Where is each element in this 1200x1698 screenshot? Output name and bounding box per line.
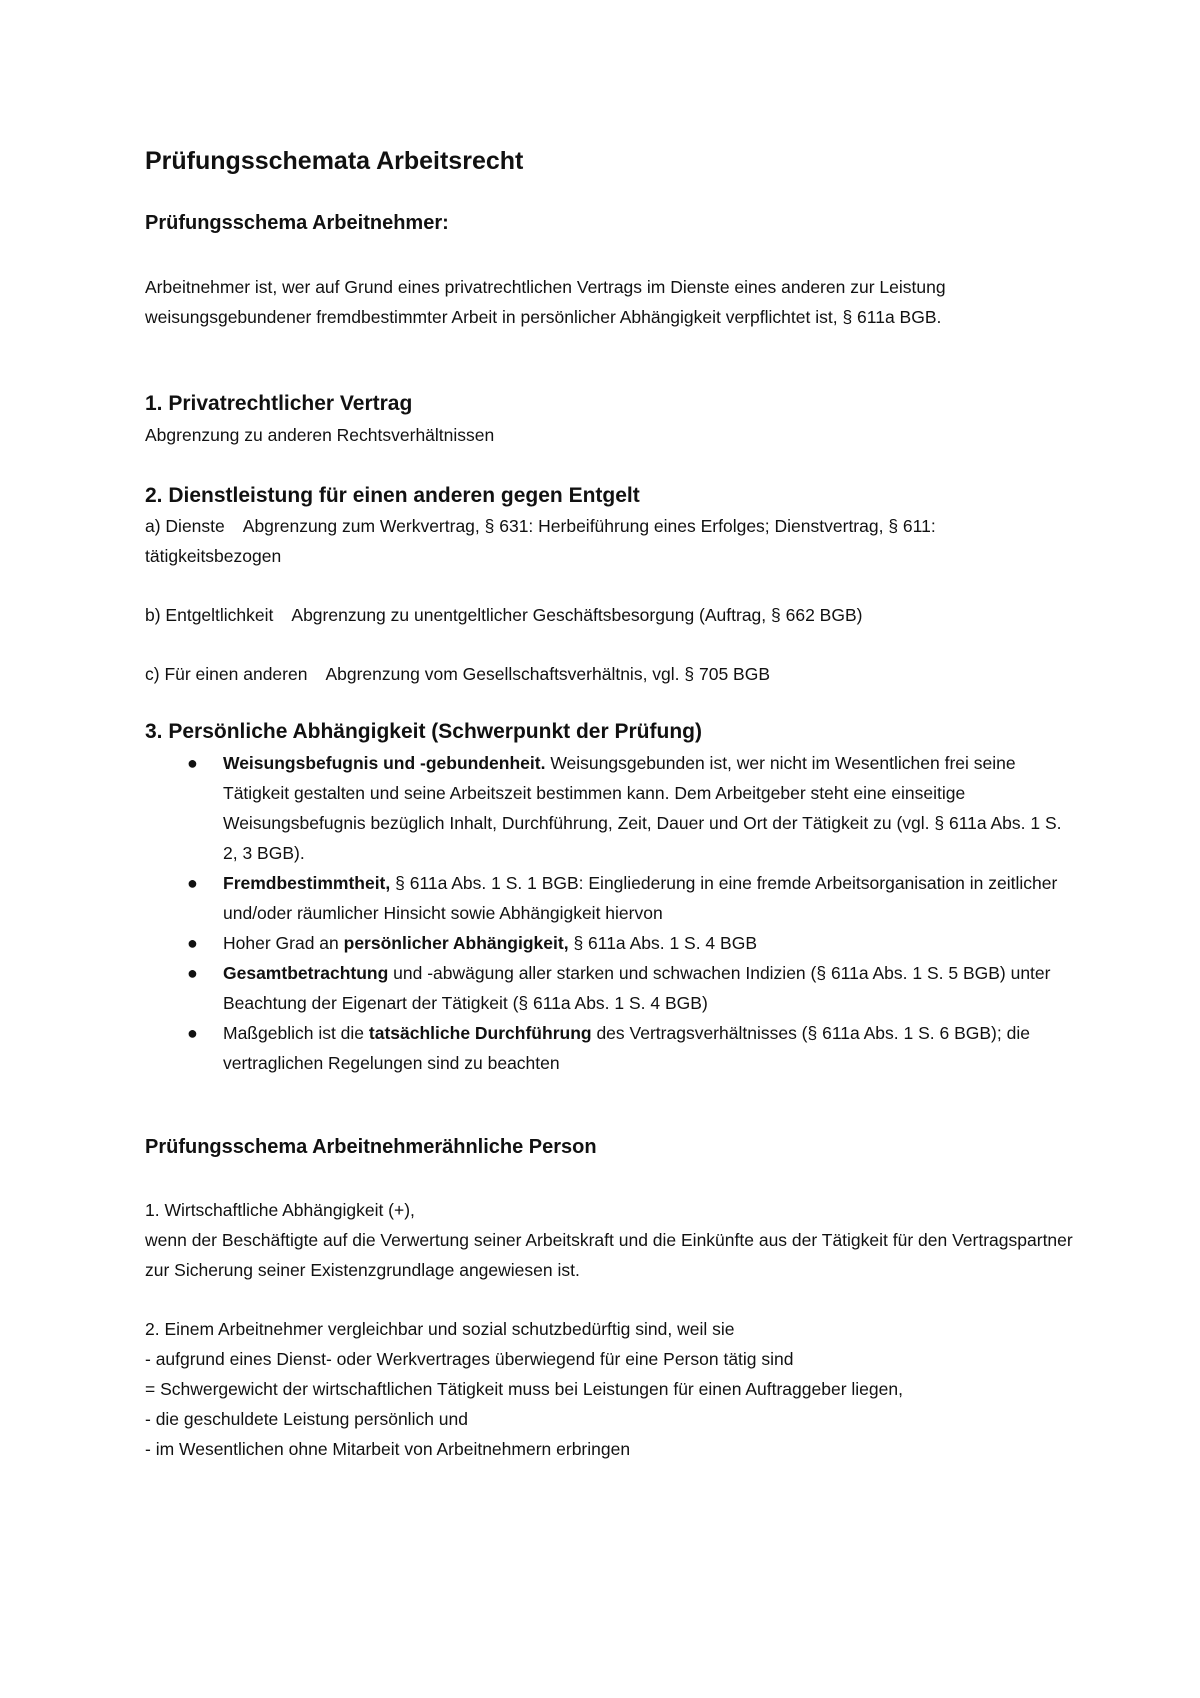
ap-point-1-text: wenn der Beschäftigte auf die Verwertung seiner Arbeitskraft und die Einkünfte aus der Tätigkeit für den Vertragspartner zur Sicherung seiner Existenzgrundlage angewiesen ist. xyxy=(145,1230,1073,1280)
point-2a-continuation: tätigkeitsbezogen xyxy=(145,546,282,566)
point-2c-line xyxy=(145,659,770,689)
point-2a-text: Abgrenzung zum Werkvertrag, § 631: Herbeiführung eines Erfolges; Dienstvertrag, § 611: xyxy=(242,516,936,536)
criteria-bullet-list xyxy=(145,748,1075,1078)
ap-point-2-line-2: = Schwergewicht der wirtschaftlichen Tätigkeit muss bei Leistungen für einen Auftraggeber liegen, xyxy=(145,1379,903,1399)
bullet-icon: ● xyxy=(187,1023,198,1043)
point-2b-line xyxy=(145,600,862,630)
definition-paragraph: Arbeitnehmer ist, wer auf Grund eines privatrechtlichen Vertrags im Dienste eines anderen zur Leistung weisungsgebundener fremdbestimmter Arbeit in persönlicher Abhängigkeit verpflichtet ist, § 611a BGB. xyxy=(145,277,946,327)
point-2c-text: Abgrenzung vom Gesellschaftsverhältnis, vgl. § 705 BGB xyxy=(325,664,771,684)
document-title: Prüfungsschemata Arbeitsrecht xyxy=(145,147,524,175)
bullet-icon: ● xyxy=(187,963,198,983)
list-item: ● Hoher Grad an persönlicher Abhängigkeit, § 611a Abs. 1 S. 4 BGB xyxy=(145,928,1075,958)
ap-point-2-line-1: - aufgrund eines Dienst- oder Werkvertrages überwiegend für eine Person tätig sind xyxy=(145,1349,794,1369)
point-2b-text: Abgrenzung zu unentgeltlicher Geschäftsbesorgung (Auftrag, § 662 BGB) xyxy=(291,605,863,625)
point-2b-label: b) Entgeltlichkeit xyxy=(145,605,274,625)
point-2-heading: 2. Dienstleistung für einen anderen gegen Entgelt xyxy=(145,484,640,507)
section-heading-arbeitnehmeraehnliche-person: Prüfungsschema Arbeitnehmerähnliche Person xyxy=(145,1136,597,1158)
list-item: ● Gesamtbetrachtung und -abwägung aller starken und schwachen Indizien (§ 611a Abs. 1 S. 5 BGB) unter Beachtung der Eigenart der Tätigkeit (§ 611a Abs. 1 S. 4 BGB) xyxy=(145,958,1075,1018)
ap-point-2-line-4: - im Wesentlichen ohne Mitarbeit von Arbeitnehmern erbringen xyxy=(145,1439,631,1459)
ap-point-1-heading: 1. Wirtschaftliche Abhängigkeit (+), xyxy=(145,1200,415,1220)
ap-point-2-heading: 2. Einem Arbeitnehmer vergleichbar und sozial schutzbedürftig sind, weil sie xyxy=(145,1319,735,1339)
point-3-heading: 3. Persönliche Abhängigkeit (Schwerpunkt der Prüfung) xyxy=(145,720,702,743)
list-item: ● Weisungsbefugnis und -gebundenheit. Weisungsgebunden ist, wer nicht im Wesentlichen frei seine Tätigkeit gestalten und seine Arbeitszeit bestimmen kann. Dem Arbeitgeber steht eine einseitige Weisungsbefugnis bezüglich Inhalt, Durchführung, Zeit, Dauer und Ort der Tätigkeit zu (vgl. § 611a Abs. 1 S. 2, 3 BGB). xyxy=(145,748,1075,868)
point-1-text: Abgrenzung zu anderen Rechtsverhältnissen xyxy=(145,425,495,445)
list-item: ● Maßgeblich ist die tatsächliche Durchführung des Vertragsverhältnisses (§ 611a Abs. 1 S. 6 BGB); die vertraglichen Regelungen sind zu beachten xyxy=(145,1018,1075,1078)
bullet-icon: ● xyxy=(187,873,198,893)
point-2a-label: a) Dienste xyxy=(145,516,225,536)
list-item: ● Fremdbestimmtheit, § 611a Abs. 1 S. 1 BGB: Eingliederung in eine fremde Arbeitsorganisation in zeitlicher und/oder räumlicher Hinsicht sowie Abhängigkeit hiervon xyxy=(145,868,1075,928)
section-heading-arbeitnehmer: Prüfungsschema Arbeitnehmer: xyxy=(145,212,449,234)
point-2a-line xyxy=(145,511,936,541)
ap-point-2-line-3: - die geschuldete Leistung persönlich und xyxy=(145,1409,468,1429)
bullet-icon: ● xyxy=(187,753,198,773)
bullet-icon: ● xyxy=(187,933,198,953)
point-2c-label: c) Für einen anderen xyxy=(145,664,308,684)
point-1-heading: 1. Privatrechtlicher Vertrag xyxy=(145,392,413,415)
